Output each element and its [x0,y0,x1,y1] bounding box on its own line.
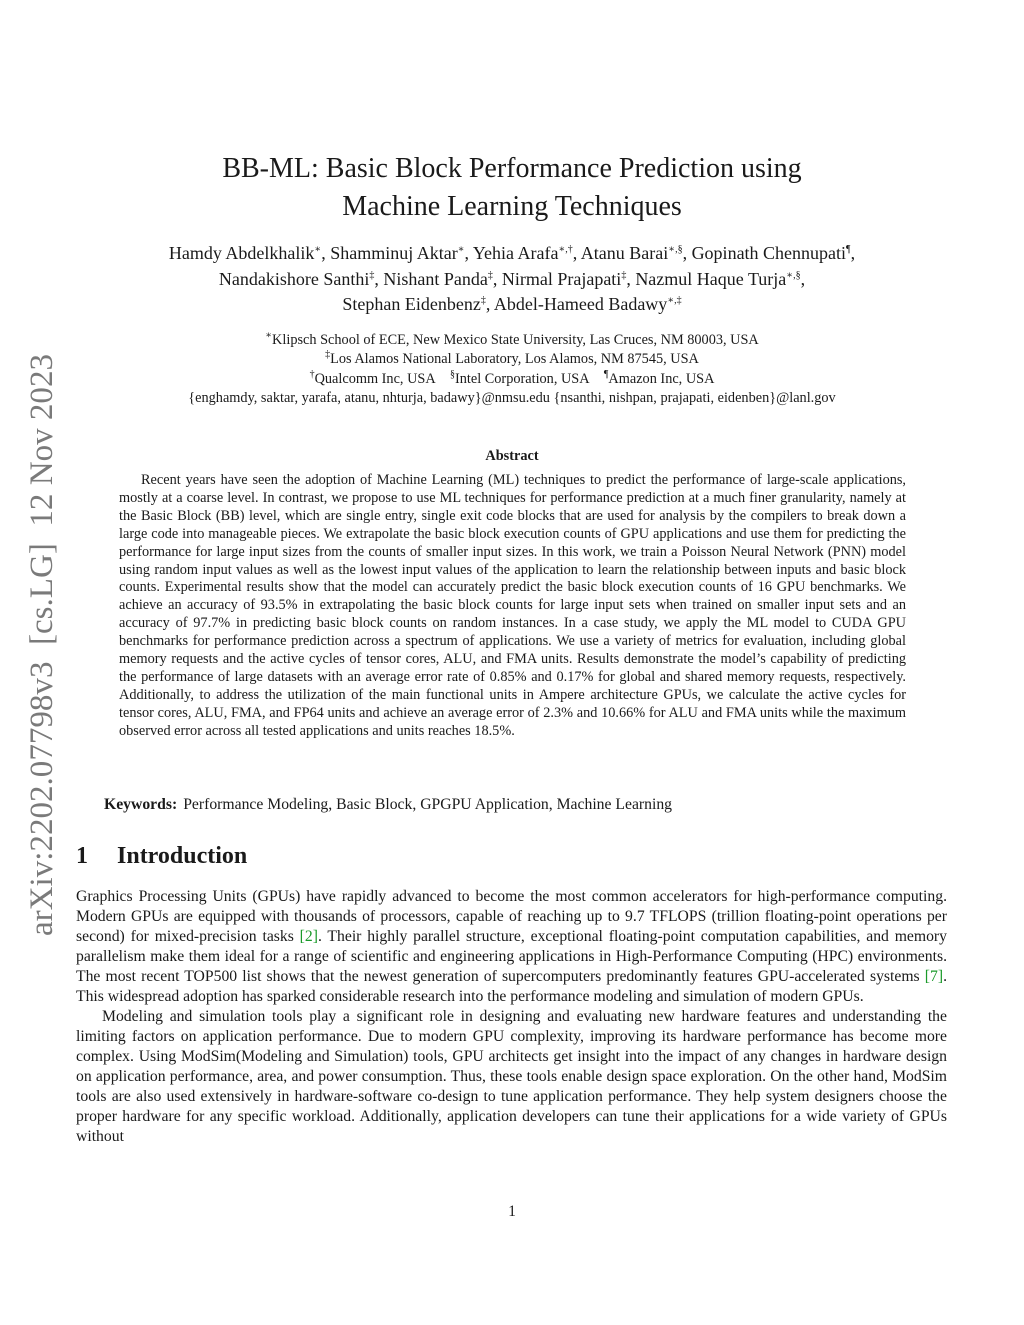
affiliation-lanl: ‡Los Alamos National Laboratory, Los Alamos, NM 87545, USA [325,349,699,368]
abstract-heading: Abstract [485,448,539,464]
author: Hamdy Abdelkhalik∗, [168,243,331,263]
affiliation-nmsu: ∗Klipsch School of ECE, New Mexico State University, Las Cruces, NM 80003, USA [265,330,759,348]
affiliations [60,331,964,408]
author: Gopinath Chennupati¶, [691,243,856,263]
author: Nirmal Prajapati‡, [501,268,636,289]
abstract-text: Recent years have seen the adoption of Machine Learning (ML) techniques to predict the performance of large-scale applications, mostly at a coarse level. In contrast, we propose to use ML techniques for performance prediction at a much finer granularity, namely at the Basic Block (BB) level, which are single entry, single exit code blocks that are used for analysis by the compilers to break down a large code into manageable pieces. We extrapolate the basic block execution counts of GPU applications and use them for predicting the performance for large input sizes from the counts of smaller input sizes. In this work, we train a Poisson Neural Network (PNN) model using random input values as well as the lowest input values of the application to learn the relationship between inputs and basic block counts. Experimental results show that the model can accurately predict the basic block execution counts of 16 GPU benchmarks. We achieve an accuracy of 93.5% in extrapolating the basic block counts for large input sets when trained on smaller input sets and an accuracy of 97.7% in predicting basic block counts on random instances. In a case study, we apply the ML model to CUDA GPU benchmarks for performance prediction across a spectrum of applications. We use a variety of metrics for evaluation, including global memory requests and the active cycles of tensor cores, ALU, and FMA units. Results demonstrate the model’s capability of predicting the performance of large datasets with an average error rate of 0.85% and 0.17% for global and shared memory requests, respectively. Additionally, to address the utilization of the main functional units in Ampere architecture GPUs, we calculate the active cycles for tensor cores, ALU, FMA, and FP64 units and achieve an average error of 2.3% and 10.66% for ALU and FMA units while the maximum observed error across all tested applications and units reaches 18.5%. [119,472,906,739]
author: Nandakishore Santhi‡, [218,268,384,289]
section-title: Introduction [117,843,248,869]
paper-title [0,150,1024,226]
citation-link[interactable]: [7] [924,968,944,985]
title-line-2: Machine Learning Techniques [342,191,682,222]
intro-paragraph-2: Modeling and simulation tools play a significant role in designing and evaluating new hardware features and understanding the limiting factors on application performance. Due to modern GPU complexity, improving its hardware performance has become more complex. Using ModSim(Modeling and Simulation) tools, GPU architects get insight into the impact of any changes in hardware design on application performance, area, and power consumption. Thus, these tools enable design space exploration. On the other hand, ModSim tools are also used extensively in hardware-software co-design to tune application performance. They help system designers choose the proper hardware for any specific workload. Additionally, application developers can tune their applications for a wide variety of GPUs without [76,1008,947,1145]
author-list [60,241,964,318]
author: Yehia Arafa∗,†, [472,243,581,263]
section-number: 1 [76,843,88,869]
citation-link[interactable]: [2] [299,928,318,945]
author: Atanu Barai∗,§, [580,243,692,263]
intro-paragraph-1: Graphics Processing Units (GPUs) have rapidly advanced to become the most common accelerators for high-performance computing. Modern GPUs are equipped with thousands of processors, capable of reaching up to 9.7 TFLOPS (trillion floating-point operations per second) for mixed-precision tasks [2]. Their highly parallel structure, exceptional floating-point computation capabilities, and memory parallelism make them ideal for a range of scientific and engineering applications in High-Performance Computing (HPC) environments. The most recent TOP500 list shows that the newest generation of supercomputers predominantly features GPU-accelerated systems [7]. This widespread adoption has sparked considerable research into the performance modeling and simulation of modern GPUs. [76,888,947,1005]
affiliation-companies: †Qualcomm Inc, USA §Intel Corporation, USA ¶Amazon Inc, USA [309,368,715,387]
author: Stephan Eidenbenz‡, [342,294,494,314]
arxiv-id-text: arXiv:2202.07798v3 [cs.LG] 12 Nov 2023 [24,363,60,936]
keywords [104,796,924,814]
arxiv-identifier-stamp [22,350,62,940]
introduction-body [76,887,947,1147]
keywords-label: Keywords: [104,796,178,813]
author: Shamminuj Aktar∗, [330,243,473,263]
page-number: 1 [508,1203,516,1220]
author-emails: {enghamdy, saktar, yarafa, atanu, nhturja, badawy}@nmsu.edu {nsanthi, nishpan, prajapati, eidenben}@lanl.gov [188,389,836,406]
section-heading [76,843,247,870]
title-line-1: BB-ML: Basic Block Performance Prediction using [222,153,802,184]
author: Nishant Panda‡, [383,268,502,289]
abstract [119,472,906,741]
keywords-list: Performance Modeling, Basic Block, GPGPU Application, Machine Learning [183,796,673,813]
author: Nazmul Haque Turja∗,§, [635,268,806,289]
author: Abdel-Hameed Badawy∗,‡ [493,294,682,314]
